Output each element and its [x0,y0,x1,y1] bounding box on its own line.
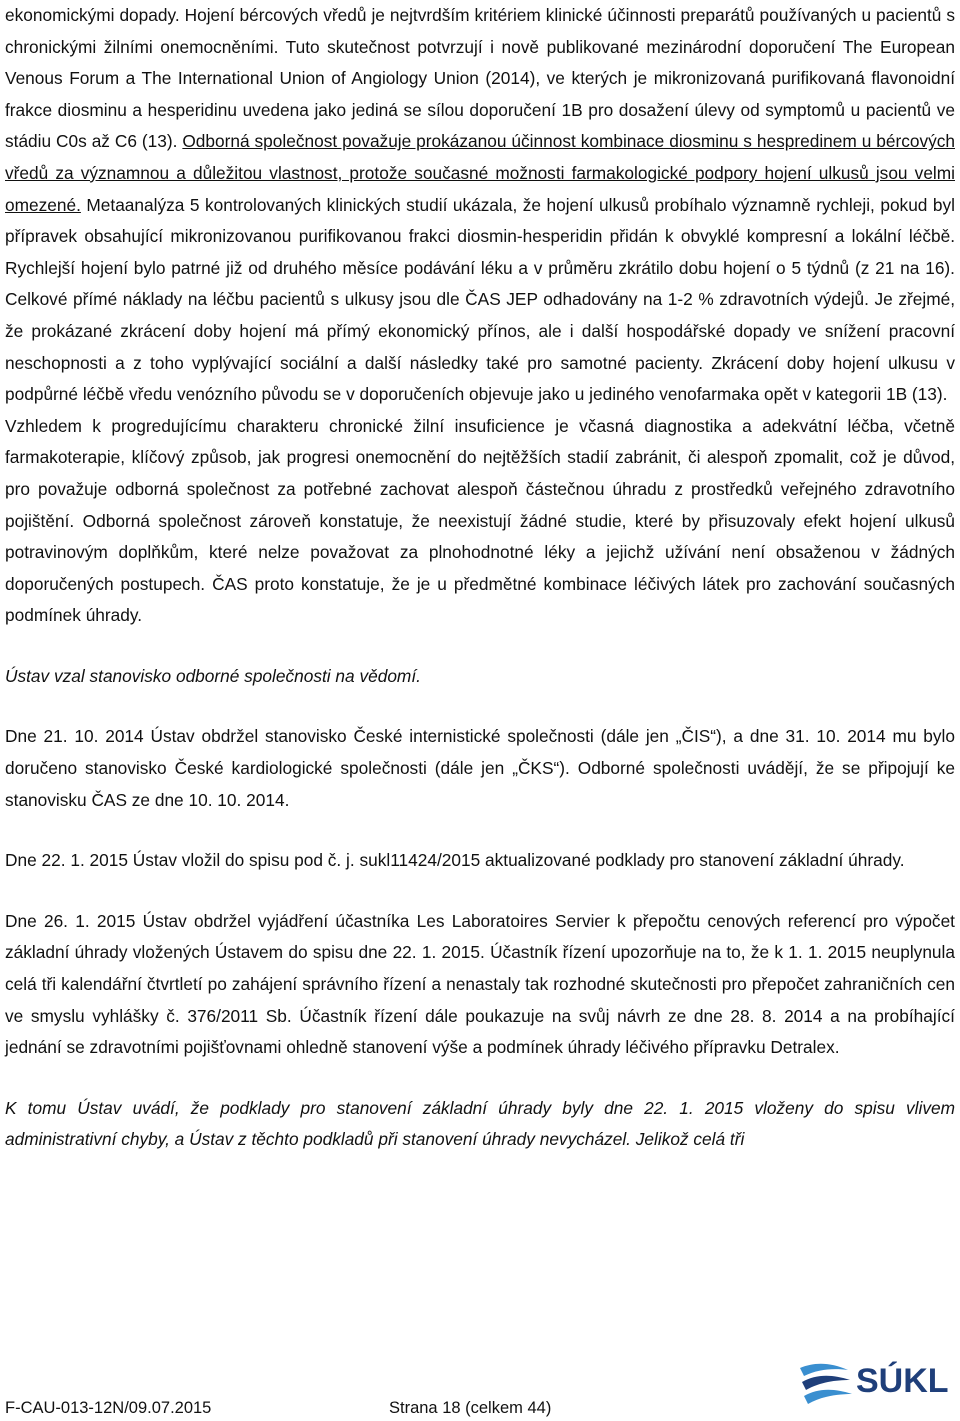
paragraph-6: Dne 26. 1. 2015 Ústav obdržel vyjádření účastníka Les Laboratoires Servier k přepočtu cenových referencí pro výpočet základní úhrady vložených Ústavem do spisu dne 22. 1. 2015. Účastník řízení upozorňuje na to, že k 1. 1. 2015 neuplynula celá tři kalendářní čtvrtletí po zahájení správního řízení a nenastaly tak rozhodné skutečnosti pro přepočet zahraničních cen ve smyslu vyhlášky č. 376/2011 Sb. Účastník řízení dále poukazuje na svůj návrh ze dne 28. 8. 2014 a na probíhající jednání se zdravotními pojišťovnami ohledně stanovení výše a podmínek úhrady léčivého přípravku Detralex. [5,910,955,1058]
page-number: Strana 18 (celkem 44) [389,1399,552,1417]
spacer [5,632,955,661]
paragraph-3: Ústav vzal stanovisko odborné společnosti na vědomí. [5,665,421,686]
paragraph-1-underlined-text: Odborná společnost považuje prokázanou účinnost kombinace diosminu s hespredinem u bércových vředů za významnou a důležitou vlastnost, protože současné možnosti farmakologické podpory hojení ulkusů jsou velmi omezené. [5,131,955,215]
page-footer [5,1397,955,1419]
form-code: F-CAU-013-12N/09.07.2015 [5,1399,212,1417]
paragraph-5: Dne 22. 1. 2015 Ústav vložil do spisu pod č. j. sukl11424/2015 aktualizované podklady pro stanovení základní úhrady. [5,850,905,871]
paragraph-4: Dne 21. 10. 2014 Ústav obdržel stanovisko České internistické společnosti (dále jen „ČIS“), a dne 31. 10. 2014 mu bylo doručeno stanovisko České kardiologické společnosti (dále jen „ČKS“). Odborné společnosti uvádějí, že se připojují ke stanovisku ČAS ze dne 10. 10. 2014. [5,726,955,810]
document-body [5,0,955,1156]
spacer [5,816,955,845]
paragraph-1-text: ekonomickými dopady. Hojení bércových vředů je nejtvrdším kritériem klinické účinnosti preparátů používaných u pacientů s chronickými žilními onemocněními. Tuto skutečnost potvrzují i nově publikované mezinárodní doporučení The European Venous Forum a The International Union of Angiology Union (2014), ve kterých je mikronizovaná purifikovaná flavonoidní frakce diosminu a hesperidinu uvedena jako jediná se sílou doporučení 1B pro dosažení úlevy od symptomů u pacientů ve stádiu C0s až C6 (13). [5,5,955,152]
spacer [5,1064,955,1093]
logo-wordmark: SÚKL [856,1362,949,1400]
paragraph-1-text-continued: Metaanalýza 5 kontrolovaných klinických studií ukázala, že hojení ulkusů probíhalo významně rychleji, pokud byl přípravek obsahující mikronizovanou purifikovanou frakci diosmin-hesperidin přidán k obvyklé kompresní a lokální léčbě. Rychlejší hojení bylo patrné již od druhého měsíce podávání léku a v průměru zkrátilo dobu hojení o 5 týdnů (z 21 na 16). Celkové přímé náklady na léčbu pacientů s ulkusy jsou dle ČAS JEP odhadovány na 1-2 % zdravotních výdejů. Je zřejmé, že prokázané zkrácení doby hojení má přímý ekonomický přínos, ale i další hospodářské dopady ve snížení pracovní neschopnosti a z toho vyplývající sociální a další následky také pro samotné pacienty. Zkrácení doby hojení ulkusu v podpůrné léčbě vředu venózního původu se v doporučeních objevuje jako u jediného venofarmaka opět v kategorii 1B (13). [5,194,955,405]
spacer [5,877,955,906]
paragraph-2: Vzhledem k progredujícímu charakteru chronické žilní insuficience je včasná diagnostika a adekvátní léčba, včetně farmakoterapie, klíčový způsob, jak progresi onemocnění do nejtěžších stadií zabránit, či alespoň zpomalit, což je důvod, pro považuje odborná společnost za potřebné zachovat alespoň částečnou úhradu z prostředků veřejného zdravotního pojištění. Odborná společnost zároveň konstatuje, že neexistují žádné studie, které by přisuzovaly efekt hojení ulkusů potravinovým doplňkům, které nelze považovat za plnohodnotné léky a jejichž užívání není obsaženou v žádných doporučených postupech. ČAS proto konstatuje, že je u předmětné kombinace léčivých látek pro zachování současných podmínek úhrady. [5,415,955,626]
paragraph-1 [5,0,955,411]
paragraph-7: K tomu Ústav uvádí, že podklady pro stanovení základní úhrady byly dne 22. 1. 2015 vloženy do spisu vlivem administrativní chyby, a Ústav z těchto podkladů při stanovení úhrady nevycházel. Jelikož celá tři [5,1097,955,1150]
spacer [5,692,955,721]
